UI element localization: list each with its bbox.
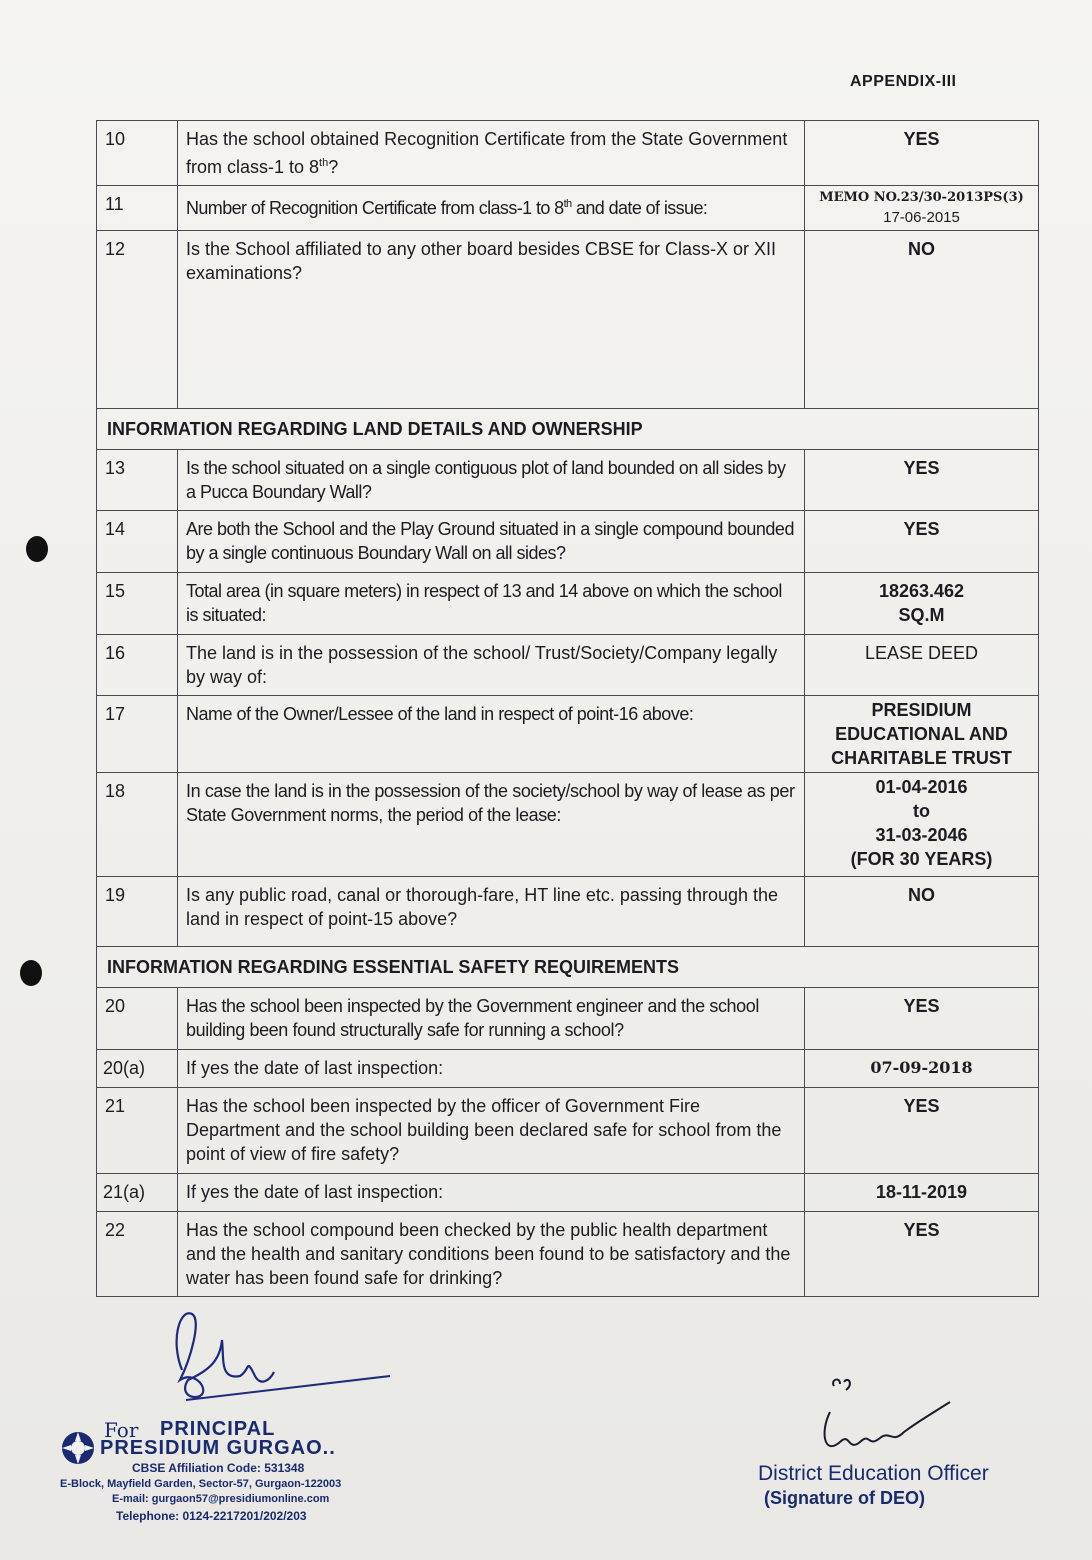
row-answer: YES: [805, 1088, 1039, 1174]
row-question: Total area (in square meters) in respect of 13 and 14 above on which the school is situated:: [178, 573, 805, 635]
table-row: [97, 573, 1039, 635]
question-text: Has the school obtained Recognition Certificate from the State Government from class-1 to 8: [186, 129, 788, 177]
row-number: 22: [97, 1212, 178, 1297]
deo-title: District Education Officer: [758, 1462, 989, 1485]
table-row: [97, 988, 1039, 1050]
row-number: 21(a): [97, 1174, 178, 1212]
answer-line: 18263.462: [878, 581, 965, 601]
table-row: [97, 1212, 1039, 1297]
row-question: [178, 121, 805, 186]
row-answer: 18-11-2019: [805, 1174, 1039, 1212]
stamp-school-name: PRESIDIUM GURGAO..: [100, 1437, 336, 1459]
row-answer: YES: [805, 121, 1039, 186]
row-answer: 07-09-2018: [805, 1050, 1039, 1088]
question-end: and date of issue:: [571, 198, 708, 218]
row-question: Name of the Owner/Lessee of the land in respect of point-16 above:: [178, 696, 805, 773]
row-number: 12: [97, 231, 178, 409]
row-question: In case the land is in the possession of the society/school by way of lease as per State Government norms, the period of the lease:: [178, 773, 805, 877]
stamp-affiliation: CBSE Affiliation Code: 531348: [132, 1461, 305, 1475]
row-answer: [805, 696, 1039, 773]
row-number: 17: [97, 696, 178, 773]
table-row: [97, 1174, 1039, 1212]
punch-hole: [26, 536, 48, 562]
table-row: [97, 1088, 1039, 1174]
table-row: [97, 1050, 1039, 1088]
stamp-telephone: Telephone: 0124-2217201/202/203: [116, 1509, 307, 1523]
answer-line: 31-03-2046: [875, 825, 968, 845]
question-superscript: th: [563, 198, 572, 210]
table-row: [97, 121, 1039, 186]
question-end: ?: [328, 157, 339, 177]
table-row: [97, 877, 1039, 947]
answer-line: EDUCATIONAL AND: [835, 724, 1008, 744]
row-answer: NO: [805, 877, 1039, 947]
row-answer: NO: [805, 231, 1039, 409]
answer-line: 17-06-2015: [883, 209, 960, 226]
section-title: INFORMATION REGARDING ESSENTIAL SAFETY REQUIREMENTS: [97, 947, 1039, 988]
school-logo-icon: [60, 1430, 96, 1466]
row-question: If yes the date of last inspection:: [178, 1174, 805, 1212]
row-number: 15: [97, 573, 178, 635]
question-text: Number of Recognition Certificate from class-1 to 8: [186, 198, 564, 218]
stamp-for: For: [104, 1418, 139, 1442]
row-question: If yes the date of last inspection:: [178, 1050, 805, 1088]
row-answer: [805, 186, 1039, 231]
row-number: 11: [97, 186, 178, 231]
answer-line: to: [913, 801, 930, 821]
row-answer: [805, 773, 1039, 877]
information-table: [96, 120, 1039, 1297]
row-answer: YES: [805, 988, 1039, 1050]
row-question: Has the school been inspected by the officer of Government Fire Department and the school building been declared safe for school from the point of view of fire safety?: [178, 1088, 805, 1174]
row-number: 18: [97, 773, 178, 877]
principal-stamp: [60, 1300, 420, 1540]
row-number: 14: [97, 511, 178, 573]
row-answer: YES: [805, 450, 1039, 511]
answer-line: (FOR 30 YEARS): [850, 849, 993, 869]
section-header-safety: [97, 947, 1039, 988]
section-header-land: [97, 409, 1039, 450]
punch-hole: [20, 960, 42, 986]
deo-stamp: [740, 1380, 1040, 1530]
row-answer: YES: [805, 1212, 1039, 1297]
table-row: [97, 450, 1039, 511]
stamp-address: E-Block, Mayfield Garden, Sector-57, Gurgaon-122003: [60, 1478, 342, 1490]
row-answer: LEASE DEED: [805, 635, 1039, 696]
row-question: [178, 186, 805, 231]
row-question: Are both the School and the Play Ground situated in a single compound bounded by a single continuous Boundary Wall on all sides?: [178, 511, 805, 573]
principal-signature: [150, 1300, 410, 1410]
row-question: Is any public road, canal or thorough-fare, HT line etc. passing through the land in respect of point-15 above?: [178, 877, 805, 947]
table-row: [97, 511, 1039, 573]
table-row: [97, 773, 1039, 877]
section-title: INFORMATION REGARDING LAND DETAILS AND OWNERSHIP: [97, 409, 1039, 450]
row-question: The land is in the possession of the school/ Trust/Society/Company legally by way of:: [178, 635, 805, 696]
answer-line: CHARITABLE TRUST: [831, 748, 1012, 768]
row-question: Has the school compound been checked by the public health department and the health and sanitary conditions been found to be satisfactory and the water has been found safe for drinking?: [178, 1212, 805, 1297]
row-number: 16: [97, 635, 178, 696]
row-number: 10: [97, 121, 178, 186]
table-row: [97, 696, 1039, 773]
stamp-principal: PRINCIPAL: [160, 1418, 276, 1440]
row-number: 20: [97, 988, 178, 1050]
question-superscript: th: [319, 157, 329, 169]
deo-signature: [800, 1372, 1020, 1462]
answer-line: PRESIDIUM: [871, 700, 972, 720]
answer-line: 01-04-2016: [875, 777, 968, 797]
answer-line: MEMO NO.23/30-2013PS(3): [819, 190, 1024, 205]
table-row: [97, 635, 1039, 696]
row-number: 20(a): [97, 1050, 178, 1088]
answer-line: SQ.M: [898, 605, 945, 625]
table-row: [97, 186, 1039, 231]
row-number: 13: [97, 450, 178, 511]
row-question: Is the School affiliated to any other board besides CBSE for Class-X or XII examinations?: [178, 231, 805, 409]
row-question: Is the school situated on a single contiguous plot of land bounded on all sides by a Pucca Boundary Wall?: [178, 450, 805, 511]
row-number: 21: [97, 1088, 178, 1174]
appendix-label: APPENDIX-III: [850, 73, 957, 90]
row-answer: [805, 573, 1039, 635]
row-number: 19: [97, 877, 178, 947]
stamp-email: E-mail: gurgaon57@presidiumonline.com: [112, 1493, 330, 1505]
row-question: Has the school been inspected by the Government engineer and the school building been found structurally safe for running a school?: [178, 988, 805, 1050]
deo-subtitle: (Signature of DEO): [764, 1488, 925, 1508]
row-answer: YES: [805, 511, 1039, 573]
table-row: [97, 231, 1039, 409]
